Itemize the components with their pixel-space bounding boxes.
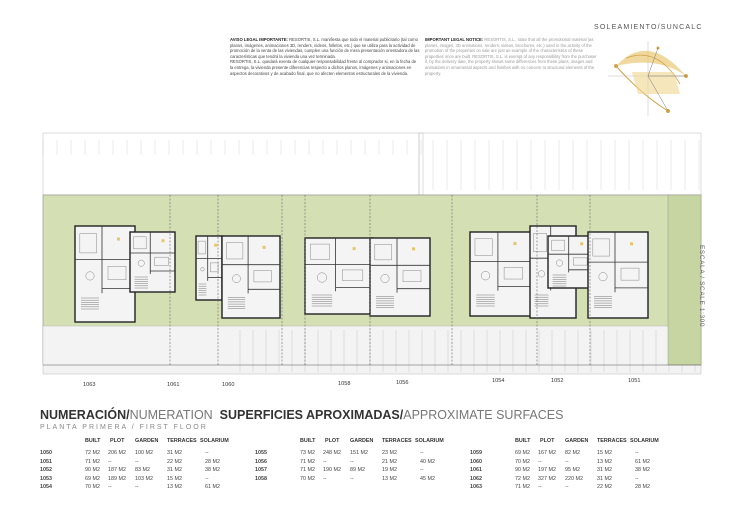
table-cell: 190 M2 bbox=[323, 467, 341, 473]
table-cell: 23 M2 bbox=[382, 450, 397, 456]
house-block bbox=[588, 232, 648, 318]
table-cell: 197 M2 bbox=[538, 467, 556, 473]
table-cell: 28 M2 bbox=[635, 484, 650, 490]
table-cell: -- bbox=[635, 475, 639, 482]
table-cell: -- bbox=[538, 458, 542, 465]
unit-label-1054: 1054 bbox=[492, 378, 505, 384]
table-cell: 13 M2 bbox=[597, 458, 612, 465]
table-cell: 90 M2 bbox=[515, 467, 530, 473]
table-cell: 167 M2 bbox=[538, 450, 556, 456]
table-cell: 71 M2 bbox=[85, 458, 100, 465]
table-cell: 15 M2 bbox=[597, 450, 612, 456]
table-header: GARDEN bbox=[135, 438, 159, 444]
table-cell: -- bbox=[135, 484, 139, 490]
unit-id: 1051 bbox=[40, 458, 52, 465]
scale-label: ESCALA / SCALE 1:300 bbox=[698, 245, 705, 328]
legal-title-es: AVISO LEGAL IMPORTANTE: bbox=[230, 37, 288, 42]
table-cell: -- bbox=[135, 458, 139, 465]
table-cell: 82 M2 bbox=[565, 450, 580, 456]
table-cell: 95 M2 bbox=[565, 467, 580, 473]
table-cell: -- bbox=[108, 458, 112, 465]
sun-diagram-title: SOLEAMIENTO/SUNCALC bbox=[594, 24, 703, 31]
unit-id: 1054 bbox=[40, 484, 52, 490]
table-cell: 40 M2 bbox=[420, 458, 435, 465]
table-cell: 31 M2 bbox=[167, 450, 182, 456]
table-cell: -- bbox=[323, 475, 327, 482]
house-block bbox=[75, 226, 135, 322]
table-header: PLOT bbox=[540, 438, 555, 444]
unit-id: 1052 bbox=[40, 467, 52, 473]
table-cell: 100 M2 bbox=[135, 450, 153, 456]
heading-numeration: NUMERATION bbox=[129, 408, 213, 422]
unit-label-1051: 1051 bbox=[628, 378, 641, 384]
table-cell: 31 M2 bbox=[597, 475, 612, 482]
heading-superficies: SUPERFICIES APROXIMADAS/ bbox=[219, 408, 404, 422]
table-cell: 31 M2 bbox=[167, 467, 182, 473]
table-cell: 38 M2 bbox=[205, 467, 220, 473]
table-cell: 187 M2 bbox=[108, 467, 126, 473]
table-cell: -- bbox=[538, 484, 542, 490]
table-cell: 61 M2 bbox=[635, 458, 650, 465]
table-header: BUILT bbox=[515, 438, 531, 444]
table-header: GARDEN bbox=[565, 438, 589, 444]
table-cell: 22 M2 bbox=[167, 458, 182, 465]
table-cell: -- bbox=[420, 467, 424, 473]
unit-label-1056: 1056 bbox=[396, 380, 409, 386]
table-header: SOLARIUM bbox=[415, 438, 444, 444]
table-cell: 151 M2 bbox=[350, 450, 368, 456]
table-cell: -- bbox=[108, 484, 112, 490]
house-block bbox=[548, 236, 594, 288]
table-header: PLOT bbox=[110, 438, 125, 444]
table-cell: 38 M2 bbox=[635, 467, 650, 473]
table-cell: 248 M2 bbox=[323, 450, 341, 456]
table-cell: 72 M2 bbox=[515, 475, 530, 482]
table-cell: -- bbox=[350, 475, 354, 482]
table-cell: -- bbox=[350, 458, 354, 465]
table-header: GARDEN bbox=[350, 438, 374, 444]
table-cell: 22 M2 bbox=[597, 484, 612, 490]
table-cell: 189 M2 bbox=[108, 475, 126, 482]
unit-id: 1055 bbox=[255, 450, 267, 456]
house-block bbox=[222, 236, 280, 318]
table-cell: 220 M2 bbox=[565, 475, 583, 482]
table-header: BUILT bbox=[300, 438, 316, 444]
unit-id: 1059 bbox=[470, 450, 482, 456]
house-block bbox=[130, 232, 175, 292]
table-cell: -- bbox=[205, 475, 209, 482]
unit-id: 1058 bbox=[255, 475, 267, 482]
table-cell: -- bbox=[565, 484, 569, 490]
unit-id: 1063 bbox=[470, 484, 482, 490]
unit-label-1052: 1052 bbox=[551, 378, 564, 384]
table-cell: 70 M2 bbox=[300, 475, 315, 482]
unit-id: 1062 bbox=[470, 475, 482, 482]
table-cell: 89 M2 bbox=[350, 467, 365, 473]
table-header: TERRACES bbox=[382, 438, 412, 444]
legal-text-es-2: RESORTIS, S.L. quedará exenta de cualquier responsabilidad frente al comprador si, en la fecha de la entrega, la vivienda presente diferencias respecto a dichos planos, imágenes y animaciones en aspectos decorativos y de acabado final, que no afecten elementos estructurales de la vivienda. bbox=[230, 59, 417, 76]
table-cell: -- bbox=[323, 458, 327, 465]
unit-label-1058: 1058 bbox=[338, 381, 351, 387]
table-cell: 103 M2 bbox=[135, 475, 153, 482]
heading-approx: APPROXIMATE SURFACES bbox=[403, 408, 564, 422]
table-cell: 71 M2 bbox=[300, 467, 315, 473]
legal-title-en: IMPORTANT LEGAL NOTICE: bbox=[425, 37, 484, 42]
unit-id: 1060 bbox=[470, 458, 482, 465]
table-cell: 15 M2 bbox=[167, 475, 182, 482]
unit-id: 1050 bbox=[40, 450, 52, 456]
heading-numeracion: NUMERACIÓN/ bbox=[40, 408, 130, 422]
table-cell: 13 M2 bbox=[167, 484, 182, 490]
table-header: BUILT bbox=[85, 438, 101, 444]
table-header: SOLARIUM bbox=[200, 438, 229, 444]
table-cell: 83 M2 bbox=[135, 467, 150, 473]
table-cell: 13 M2 bbox=[382, 475, 397, 482]
legal-text-en: RESORTIS, S.L., state that all the promotional material (as planes, images, 3D animations, renders, videos, brochures, etc.) used in the activity of the promotion of the properties on sale are just an example of the characteristics of these properties once are built. RESORTIS, S.L. is exempt of any responsibility from the purchaser if, by the delivery date, the property shows some differences from these plans, images and animations in ornamental aspects and finishes with no concern to structural elements of the property. bbox=[425, 37, 597, 76]
table-cell: -- bbox=[205, 450, 209, 456]
table-cell: 206 M2 bbox=[108, 450, 126, 456]
table-cell: 71 M2 bbox=[300, 458, 315, 465]
table-cell: 31 M2 bbox=[597, 467, 612, 473]
unit-id: 1057 bbox=[255, 467, 267, 473]
unit-label-1061: 1061 bbox=[167, 382, 180, 388]
unit-id: 1061 bbox=[470, 467, 482, 473]
legal-text-es-1: RESORTIS, S.L. manifiesta que todo el material publicitario (tal como planos, imágenes, animaciones 3D, renders, vídeos, folletos, etc.) que se utiliza para la actividad de promoción de la venta de las viviendas, cumplen una función de mera presentación orientadora de las características que tendrá la vivienda una vez terminada. bbox=[230, 37, 420, 59]
table-cell: 19 M2 bbox=[382, 467, 397, 473]
unit-label-1063: 1063 bbox=[83, 382, 96, 388]
table-cell: 28 M2 bbox=[205, 458, 220, 465]
table-cell: 69 M2 bbox=[515, 450, 530, 456]
table-cell: 72 M2 bbox=[85, 450, 100, 456]
table-cell: 21 M2 bbox=[382, 458, 397, 465]
table-cell: 327 M2 bbox=[538, 475, 556, 482]
house-block bbox=[305, 238, 373, 314]
table-cell: 70 M2 bbox=[85, 484, 100, 490]
surfaces-heading bbox=[40, 408, 563, 422]
table-header: SOLARIUM bbox=[630, 438, 659, 444]
table-cell: -- bbox=[635, 450, 639, 456]
table-header: PLOT bbox=[325, 438, 340, 444]
table-header: TERRACES bbox=[597, 438, 627, 444]
house-block bbox=[370, 238, 430, 316]
floor-subheading: PLANTA PRIMERA / FIRST FLOOR bbox=[40, 424, 208, 431]
house-block bbox=[470, 232, 532, 316]
unit-id: 1056 bbox=[255, 458, 267, 465]
table-cell: 69 M2 bbox=[85, 475, 100, 482]
unit-label-1060: 1060 bbox=[222, 382, 235, 388]
table-cell: -- bbox=[565, 458, 569, 465]
table-cell: 61 M2 bbox=[205, 484, 220, 490]
table-cell: -- bbox=[420, 450, 424, 456]
table-cell: 90 M2 bbox=[85, 467, 100, 473]
unit-id: 1053 bbox=[40, 475, 52, 482]
table-cell: 71 M2 bbox=[515, 484, 530, 490]
table-header: TERRACES bbox=[167, 438, 197, 444]
table-cell: 73 M2 bbox=[300, 450, 315, 456]
table-cell: 70 M2 bbox=[515, 458, 530, 465]
table-cell: 45 M2 bbox=[420, 475, 435, 482]
